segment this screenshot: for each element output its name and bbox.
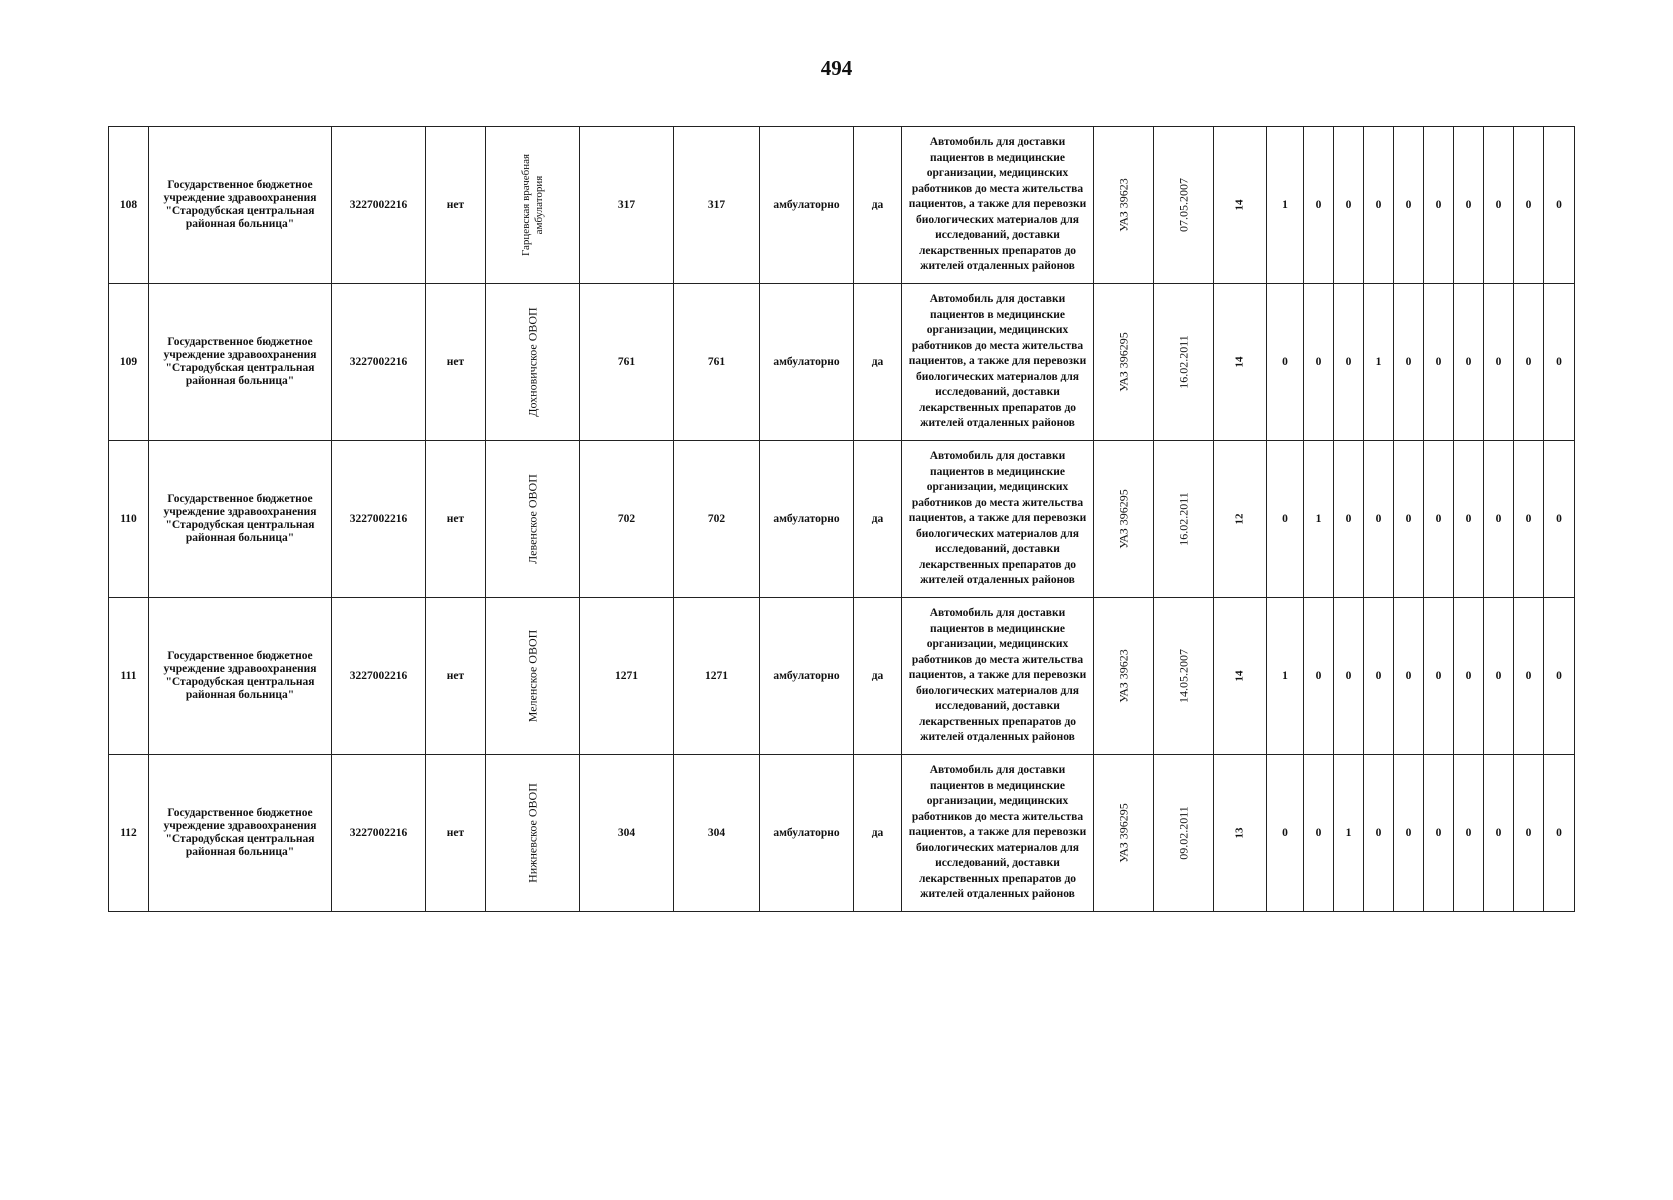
count-cell: 0: [1304, 127, 1334, 284]
date-cell: [1154, 755, 1214, 912]
unit-cell: [486, 127, 580, 284]
vehicle-purpose-cell: Автомобиль для доставки пациентов в медицинские организации, медицинских работников до места жительства пациентов, а также для перевозки биологических материалов для исследований, доставки лекарственных препаратов до жителей отдаленных районов: [902, 127, 1094, 284]
inn-cell: 3227002216: [332, 127, 426, 284]
row-number: 110: [109, 441, 149, 598]
count-cell: 0: [1267, 755, 1304, 912]
count-cell: 0: [1514, 755, 1544, 912]
organization-cell: Государственное бюджетное учреждение здравоохранения "Стародубская центральная районная больница": [149, 598, 332, 755]
unit-text: Гарцевская врачебная амбулатория: [519, 153, 545, 257]
count-cell: 0: [1484, 755, 1514, 912]
count-cell: 0: [1334, 441, 1364, 598]
inn-cell: 3227002216: [332, 755, 426, 912]
count-cell: 0: [1394, 598, 1424, 755]
inn-cell: 3227002216: [332, 284, 426, 441]
age-cell: [1214, 127, 1267, 284]
count-cell: 0: [1424, 755, 1454, 912]
count-cell: 1: [1334, 755, 1364, 912]
value-2-cell: 761: [674, 284, 760, 441]
model-text: УАЗ 39623: [1116, 178, 1130, 232]
table-row: [109, 127, 1575, 284]
date-text: 16.02.2011: [1176, 492, 1190, 546]
age-text: 14: [1233, 670, 1246, 682]
flag-cell: нет: [426, 755, 486, 912]
vehicle-purpose-cell: Автомобиль для доставки пациентов в медицинские организации, медицинских работников до места жительства пациентов, а также для перевозки биологических материалов для исследований, доставки лекарственных препаратов до жителей отдаленных районов: [902, 598, 1094, 755]
count-cell: 0: [1454, 598, 1484, 755]
care-type-cell: амбулаторно: [760, 598, 854, 755]
care-type-cell: амбулаторно: [760, 127, 854, 284]
count-cell: 0: [1454, 755, 1484, 912]
count-cell: 0: [1267, 441, 1304, 598]
count-cell: 0: [1267, 284, 1304, 441]
count-cell: 0: [1364, 755, 1394, 912]
date-text: 16.02.2011: [1176, 335, 1190, 389]
table-row: [109, 441, 1575, 598]
date-cell: [1154, 598, 1214, 755]
date-text: 09.02.2011: [1176, 806, 1190, 860]
count-cell: 0: [1484, 598, 1514, 755]
age-cell: [1214, 441, 1267, 598]
age-text: 13: [1233, 827, 1246, 839]
age-cell: [1214, 755, 1267, 912]
row-number: 108: [109, 127, 149, 284]
table-row: [109, 284, 1575, 441]
vehicle-purpose-cell: Автомобиль для доставки пациентов в медицинские организации, медицинских работников до места жительства пациентов, а также для перевозки биологических материалов для исследований, доставки лекарственных препаратов до жителей отдаленных районов: [902, 755, 1094, 912]
count-cell: 0: [1454, 127, 1484, 284]
count-cell: 0: [1364, 441, 1394, 598]
count-cell: 0: [1484, 441, 1514, 598]
value-1-cell: 1271: [580, 598, 674, 755]
count-cell: 0: [1514, 127, 1544, 284]
count-cell: 0: [1424, 284, 1454, 441]
count-cell: 0: [1514, 441, 1544, 598]
count-cell: 0: [1514, 284, 1544, 441]
inn-cell: 3227002216: [332, 598, 426, 755]
count-cell: 1: [1304, 441, 1334, 598]
count-cell: 1: [1364, 284, 1394, 441]
count-cell: 0: [1544, 284, 1575, 441]
age-text: 12: [1233, 513, 1246, 525]
count-cell: 0: [1544, 441, 1575, 598]
unit-text: Дохновичское ОВОП: [525, 307, 539, 417]
table-row: [109, 598, 1575, 755]
unit-text: Меленское ОВОП: [525, 629, 539, 723]
date-text: 07.05.2007: [1176, 178, 1190, 232]
answer-cell: да: [854, 441, 902, 598]
value-1-cell: 702: [580, 441, 674, 598]
date-cell: [1154, 127, 1214, 284]
date-cell: [1154, 284, 1214, 441]
flag-cell: нет: [426, 127, 486, 284]
age-text: 14: [1233, 199, 1246, 211]
model-text: УАЗ 396295: [1116, 803, 1130, 863]
value-2-cell: 702: [674, 441, 760, 598]
age-cell: [1214, 284, 1267, 441]
answer-cell: да: [854, 598, 902, 755]
count-cell: 0: [1334, 127, 1364, 284]
count-cell: 0: [1424, 598, 1454, 755]
count-cell: 0: [1514, 598, 1544, 755]
count-cell: 0: [1454, 441, 1484, 598]
value-2-cell: 317: [674, 127, 760, 284]
count-cell: 0: [1394, 755, 1424, 912]
value-1-cell: 317: [580, 127, 674, 284]
date-text: 14.05.2007: [1176, 649, 1190, 703]
flag-cell: нет: [426, 441, 486, 598]
age-cell: [1214, 598, 1267, 755]
count-cell: 0: [1334, 284, 1364, 441]
page-number: 494: [820, 56, 853, 80]
value-2-cell: 304: [674, 755, 760, 912]
model-cell: [1094, 127, 1154, 284]
count-cell: 0: [1334, 598, 1364, 755]
count-cell: 0: [1394, 284, 1424, 441]
count-cell: 0: [1484, 284, 1514, 441]
count-cell: 0: [1304, 755, 1334, 912]
unit-text: Левенское ОВОП: [525, 474, 539, 564]
count-cell: 0: [1544, 598, 1575, 755]
count-cell: 0: [1544, 755, 1575, 912]
care-type-cell: амбулаторно: [760, 755, 854, 912]
count-cell: 0: [1394, 127, 1424, 284]
care-type-cell: амбулаторно: [760, 284, 854, 441]
row-number: 112: [109, 755, 149, 912]
count-cell: 0: [1394, 441, 1424, 598]
count-cell: 1: [1267, 598, 1304, 755]
count-cell: 0: [1364, 598, 1394, 755]
unit-cell: [486, 755, 580, 912]
count-cell: 0: [1364, 127, 1394, 284]
model-cell: [1094, 598, 1154, 755]
value-2-cell: 1271: [674, 598, 760, 755]
model-cell: [1094, 441, 1154, 598]
model-cell: [1094, 755, 1154, 912]
row-number: 111: [109, 598, 149, 755]
unit-cell: [486, 284, 580, 441]
value-1-cell: 304: [580, 755, 674, 912]
flag-cell: нет: [426, 284, 486, 441]
count-cell: 0: [1424, 441, 1454, 598]
care-type-cell: амбулаторно: [760, 441, 854, 598]
organization-cell: Государственное бюджетное учреждение здравоохранения "Стародубская центральная районная больница": [149, 755, 332, 912]
count-cell: 0: [1544, 127, 1575, 284]
unit-cell: [486, 598, 580, 755]
unit-cell: [486, 441, 580, 598]
vehicle-purpose-cell: Автомобиль для доставки пациентов в медицинские организации, медицинских работников до места жительства пациентов, а также для перевозки биологических материалов для исследований, доставки лекарственных препаратов до жителей отдаленных районов: [902, 441, 1094, 598]
registry-table: [108, 126, 1575, 912]
inn-cell: 3227002216: [332, 441, 426, 598]
answer-cell: да: [854, 284, 902, 441]
date-cell: [1154, 441, 1214, 598]
row-number: 109: [109, 284, 149, 441]
organization-cell: Государственное бюджетное учреждение здравоохранения "Стародубская центральная районная больница": [149, 127, 332, 284]
model-text: УАЗ 396295: [1116, 489, 1130, 549]
count-cell: 0: [1454, 284, 1484, 441]
age-text: 14: [1233, 356, 1246, 368]
count-cell: 1: [1267, 127, 1304, 284]
answer-cell: да: [854, 127, 902, 284]
organization-cell: Государственное бюджетное учреждение здравоохранения "Стародубская центральная районная больница": [149, 284, 332, 441]
organization-cell: Государственное бюджетное учреждение здравоохранения "Стародубская центральная районная больница": [149, 441, 332, 598]
answer-cell: да: [854, 755, 902, 912]
flag-cell: нет: [426, 598, 486, 755]
count-cell: 0: [1424, 127, 1454, 284]
model-cell: [1094, 284, 1154, 441]
unit-text: Нижневское ОВОП: [525, 783, 539, 883]
table-row: [109, 755, 1575, 912]
vehicle-purpose-cell: Автомобиль для доставки пациентов в медицинские организации, медицинских работников до места жительства пациентов, а также для перевозки биологических материалов для исследований, доставки лекарственных препаратов до жителей отдаленных районов: [902, 284, 1094, 441]
count-cell: 0: [1484, 127, 1514, 284]
model-text: УАЗ 39623: [1116, 649, 1130, 703]
count-cell: 0: [1304, 598, 1334, 755]
count-cell: 0: [1304, 284, 1334, 441]
value-1-cell: 761: [580, 284, 674, 441]
model-text: УАЗ 396295: [1116, 332, 1130, 392]
